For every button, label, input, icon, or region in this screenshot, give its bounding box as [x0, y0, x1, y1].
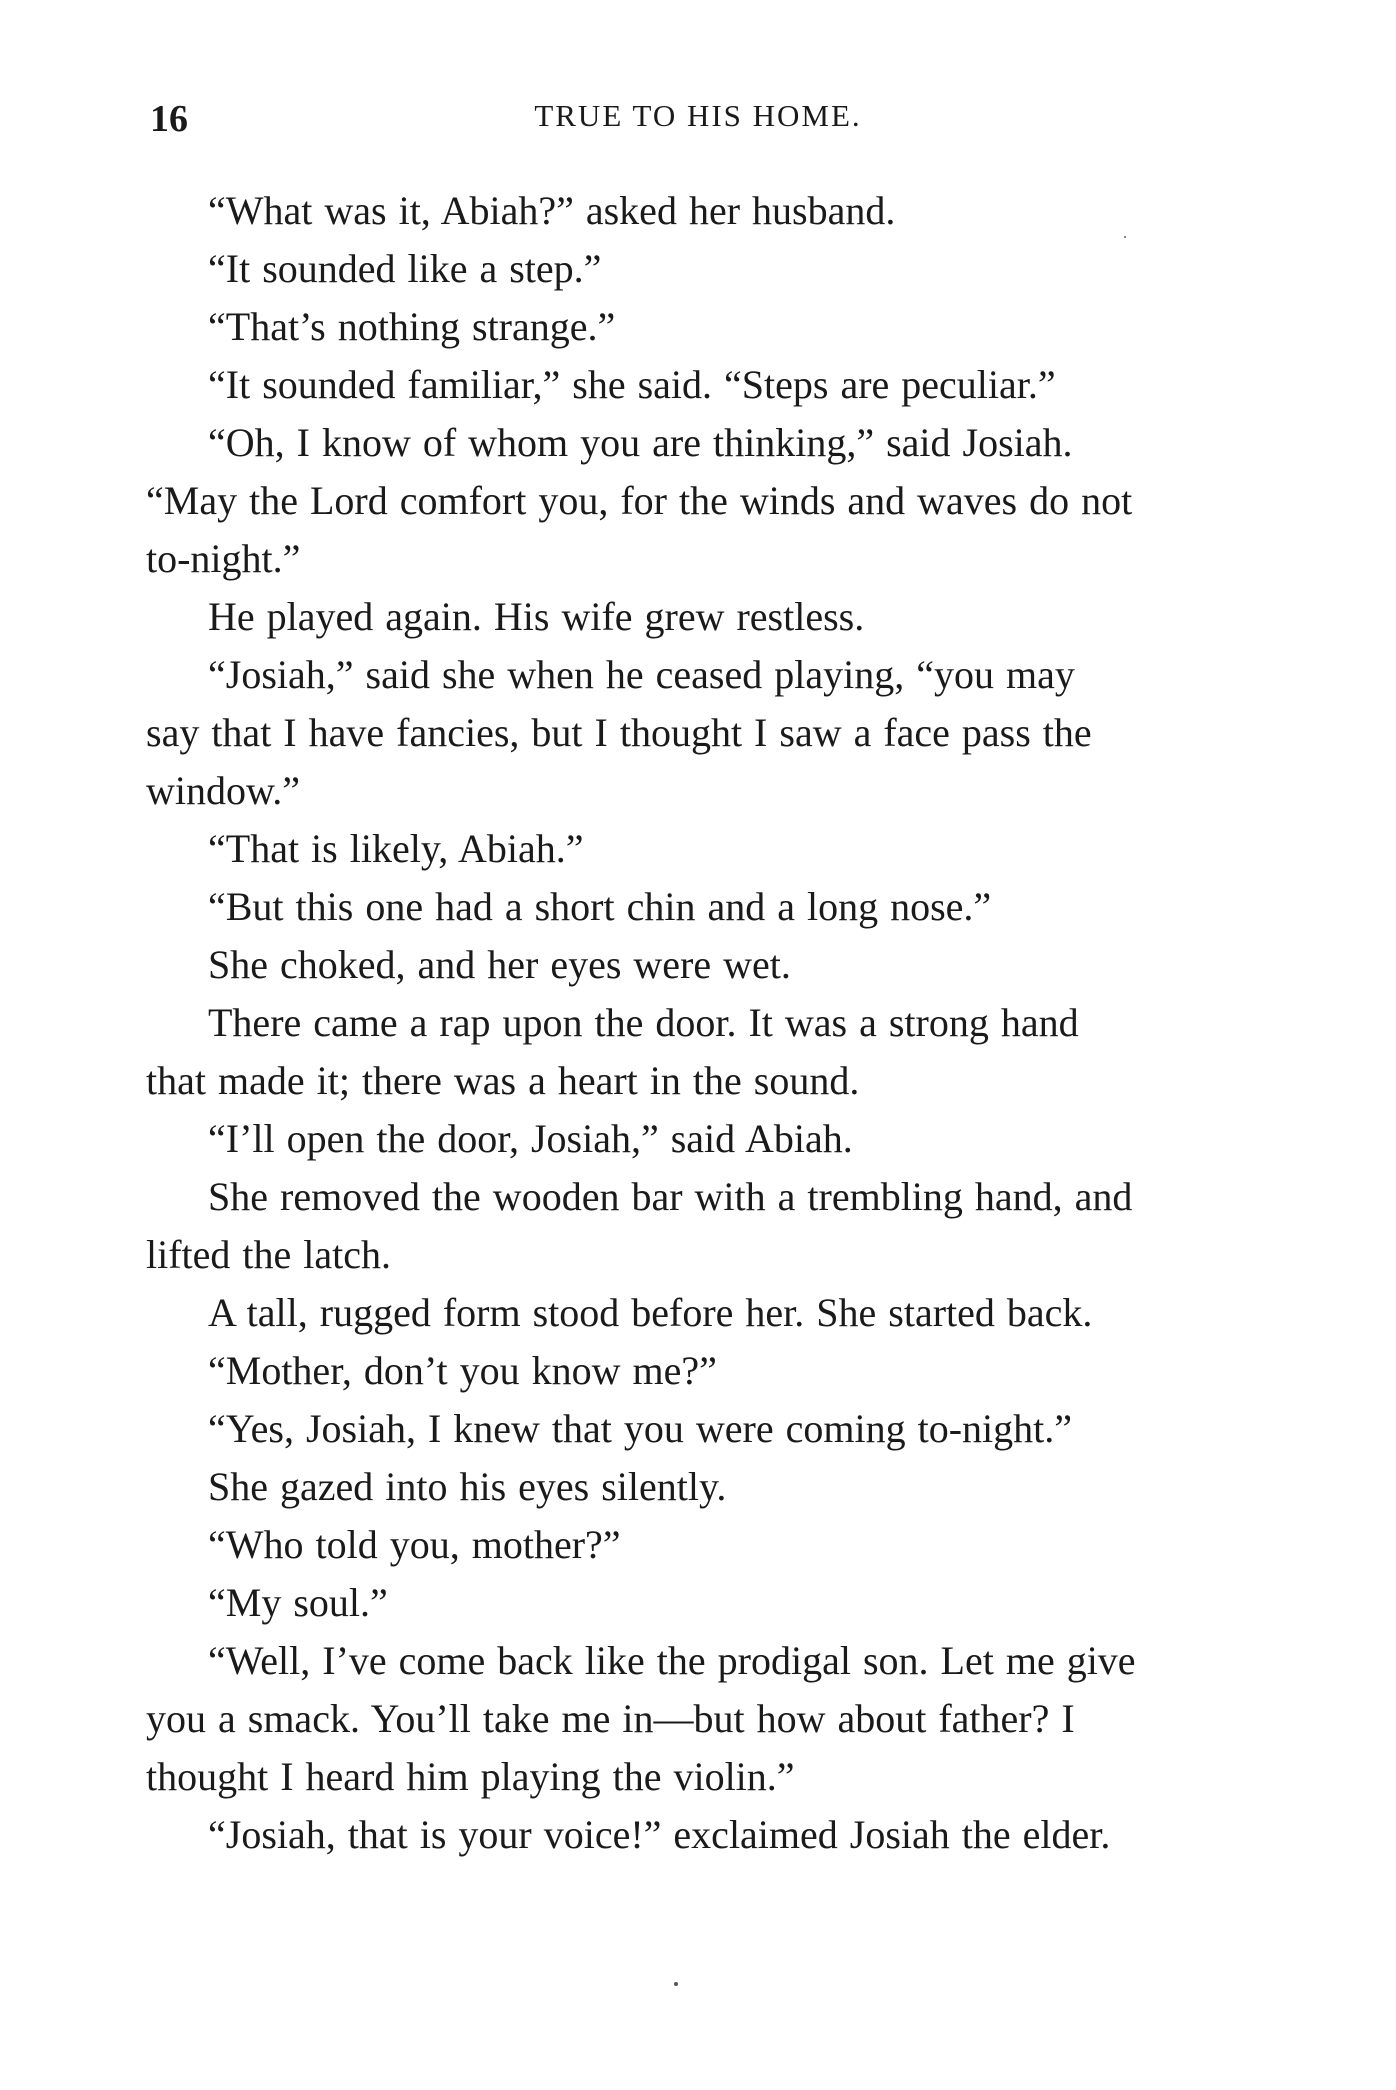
paragraph: “Well, I’ve come back like the prodigal son. Let me give you a smack. You’ll take me in—but how about father? I thought I heard him playing the violin.” [146, 1638, 1136, 1799]
paragraph: “Josiah,” said she when he ceased playing, “you may say that I have fancies, but I thought I saw a face pass the window.” [146, 652, 1092, 813]
paragraph: There came a rap upon the door. It was a strong hand that made it; there was a heart in the sound. [146, 1000, 1079, 1103]
paragraph: “What was it, Abiah?” asked her husband. [208, 188, 896, 233]
paragraph: “Mother, don’t you know me?” [208, 1348, 717, 1393]
paragraph: “That’s nothing strange.” [208, 304, 616, 349]
paragraph: “That is likely, Abiah.” [208, 826, 584, 871]
paragraph: “Who told you, mother?” [208, 1522, 621, 1567]
paragraph: “Josiah, that is your voice!” exclaimed Josiah the elder. [208, 1812, 1111, 1857]
paragraph: “Oh, I know of whom you are thinking,” said Josiah. “May the Lord comfort you, for the winds and waves do not to-night.” [146, 420, 1133, 581]
paragraph: “My soul.” [208, 1580, 388, 1625]
paragraph: “It sounded like a step.” [208, 246, 602, 291]
paragraph: “It sounded familiar,” she said. “Steps are peculiar.” [208, 362, 1056, 407]
paragraph: She removed the wooden bar with a trembling hand, and lifted the latch. [146, 1174, 1133, 1277]
paragraph: She gazed into his eyes silently. [208, 1464, 727, 1509]
paragraph: She choked, and her eyes were wet. [208, 942, 791, 987]
paragraph: “I’ll open the door, Josiah,” said Abiah. [208, 1116, 853, 1161]
paragraph: “Yes, Josiah, I knew that you were coming to-night.” [208, 1406, 1073, 1451]
body-text [146, 182, 1264, 1864]
paragraph: He played again. His wife grew restless. [208, 594, 865, 639]
paragraph: “But this one had a short chin and a long nose.” [208, 884, 992, 929]
page-number: 16 [150, 98, 188, 140]
running-head: TRUE TO HIS HOME. [534, 98, 862, 133]
print-speck [1124, 236, 1126, 238]
print-speck [674, 1982, 678, 1986]
paragraph: A tall, rugged form stood before her. She started back. [208, 1290, 1093, 1335]
